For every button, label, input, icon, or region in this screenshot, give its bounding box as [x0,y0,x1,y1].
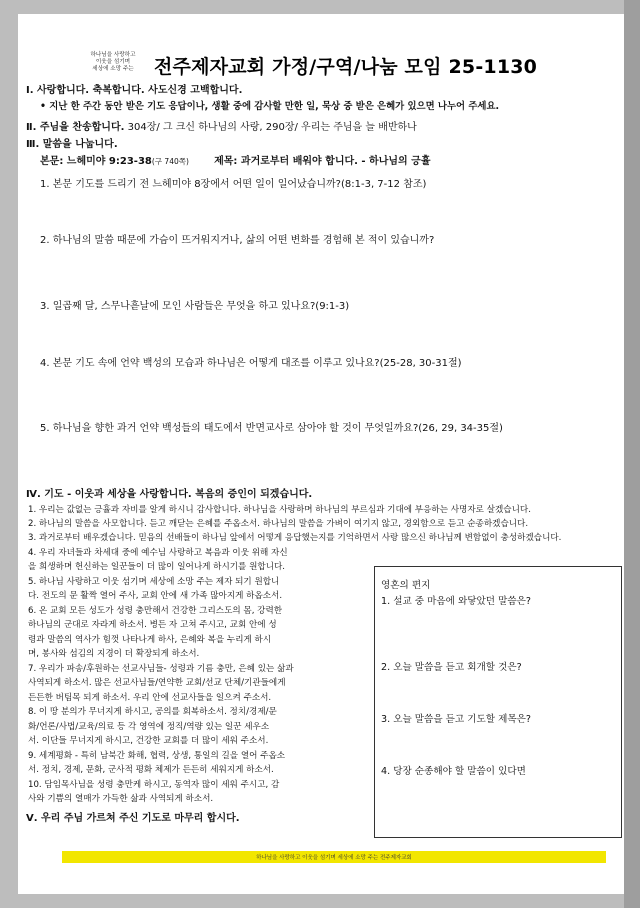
prayer-line: 서. 정치, 경제, 문화, 군사적 평화 체제가 든든히 세워지게 하소서. [28,765,274,775]
question-2: 2. 하나님의 말씀 때문에 가슴이 뜨거워지거나, 삶의 어떤 변화를 경험해 본 적이 있습니까? [40,235,435,246]
document-page [18,14,624,894]
footer-bar [62,851,606,863]
section1-note: • 지난 한 주간 동안 받은 기도 응답이나, 생활 중에 감사할 만한 일, 묵상 중 받은 은혜가 있으면 나누어 주세요. [40,101,500,112]
prayer-line: 사와 기쁨의 열매가 가득한 삶과 사역되게 하소서. [28,794,214,804]
prayer-line: 9. 세계평화 - 특히 남북간 화해, 협력, 상생, 통일의 길을 열어 주옵소 [28,751,286,761]
footer-text: 하나님을 사랑하고 이웃을 섬기며 세상에 소망 주는 전주제자교회 [256,855,412,861]
letter-title: 영혼의 편지 [381,580,431,591]
page-shadow [624,0,640,908]
prayer-line: 7. 우리가 파송/후원하는 선교사님들- 성령과 기름 충만, 은혜 있는 삶과 [28,664,294,674]
prayer-line: 5. 하나님 사랑하고 이웃 섬기며 세상에 소망 주는 제자 되기 원합니 [28,577,280,587]
motto-line: 이웃을 섬기며 [95,59,131,65]
soul-letter-box [374,566,622,838]
scripture-line [40,155,431,168]
prayer-line: 4. 우리 자녀들과 차세대 중에 예수님 사랑하고 복음과 이웃 위해 자신 [28,548,288,558]
prayer-line: 화/언론/사법/교육/의료 등 각 영역에 정직/역량 있는 일꾼 세우소 [28,722,270,732]
prayer-line: 며, 봉사와 섬김의 지경이 더 확장되게 하소서. [28,649,200,659]
prayer-line: 사역되게 하소서. 많은 선교사님들/연약한 교회/선교 단체/기관들에게 [28,678,286,688]
question-3: 3. 일곱째 달, 스무나흗날에 모인 사람들은 무엇을 하고 있나요?(9:1-3) [40,301,350,312]
document-header [76,50,616,86]
letter-question-2: 2. 오늘 말씀을 듣고 회개할 것은? [381,662,522,673]
motto-line: 세상에 소망 주는 [92,66,134,72]
prayer-line: 서. 이단들 무너지게 하시고, 건강한 교회를 더 많이 세워 주소서. [28,736,269,746]
prayer-line: 든든한 버팀목 되게 하소서. 우리 안에 선교사들을 일으켜 주소서. [28,693,272,703]
prayer-line: 8. 이 땅 분의가 무너지게 하시고, 공의를 회복하소서. 정치/경제/문 [28,707,277,717]
question-5: 5. 하나님을 향한 과거 언약 백성들의 태도에서 반면교사로 삼아야 할 것이 무엇일까요?(26, 29, 34-35절) [40,423,503,434]
scripture-reference: 본문: 느헤미야 9:23-38 [40,156,152,167]
sermon-title: 제목: 과거로부터 배워야 합니다. - 하나님의 긍휼 [214,156,431,167]
section5-heading: Ⅴ. 우리 주님 가르쳐 주신 기도로 마무리 합시다. [26,813,240,824]
prayer-line: 다. 전도의 문 활짝 열어 주사, 교회 안에 새 가족 많아지게 하옵소서. [28,591,283,601]
section2-heading: Ⅱ. 주님을 찬송합니다. [26,122,125,133]
section1-heading: Ⅰ. 사랑합니다. 축복합니다. 사도신경 고백합니다. [26,85,243,96]
prayer-line: 하나님의 군대로 자라게 하소서. 병든 자 고쳐 주시고, 교회 안에 성 [28,620,277,630]
prayer-line: 령과 말씀의 역사가 힘껏 나타나게 하사, 은혜와 복을 누리게 하시 [28,635,272,645]
motto-line: 하나님을 사랑하고 [90,52,136,58]
scripture-page: (구 740쪽) [151,157,189,166]
section4-heading: Ⅳ. 기도 - 이웃과 세상을 사랑합니다. 복음의 증인이 되겠습니다. [26,489,313,500]
question-4: 4. 본문 기도 속에 언약 백성의 모습과 하나님은 어떻게 대조를 이루고 있나요?(25-28, 30-31절) [40,358,462,369]
question-1: 1. 본문 기도를 드리기 전 느헤미야 8장에서 어떤 일이 일어났습니까?(8:1-3, 7-12 참조) [40,179,427,190]
letter-question-1: 1. 설교 중 마음에 와닿았던 말씀은? [381,596,531,607]
letter-question-3: 3. 오늘 말씀을 듣고 기도할 제목은? [381,714,531,725]
letter-question-4: 4. 당장 순종해야 할 말씀이 있다면 [381,766,526,777]
prayer-line: 6. 온 교회 모든 성도가 성령 충만해서 건강한 그리스도의 몸, 강력한 [28,606,283,616]
section2-line [26,121,417,134]
prayer-item: 3. 과거로부터 배우겠습니다. 믿음의 선배들이 하나님 앞에서 어떻게 응답했는지를 기억하면서 사랑 많으신 하나님께 변함없이 충성하겠습니다. [28,533,562,543]
church-motto [76,52,150,73]
prayer-line: 10. 담임목사님을 성령 충만케 하시고, 동역자 많이 세워 주시고, 감 [28,780,280,790]
section3-heading: Ⅲ. 말씀을 나눕니다. [26,139,118,150]
prayer-item: 1. 우리는 값없는 긍휼과 자비를 알게 하시니 감사합니다. 하나님을 사랑하며 하나님의 부르심과 기대에 부응하는 사명자로 살겠습니다. [28,505,531,515]
hymn-list: 304장/ 그 크신 하나님의 사랑, 290장/ 우리는 주님을 늘 배반하나 [127,122,417,133]
page-title: 전주제자교회 가정/구역/나눔 모임 25-1130 [154,56,538,78]
prayer-item: 2. 하나님의 말씀을 사모합니다. 듣고 깨닫는 은혜를 주옵소서. 하나님의 말씀을 가벼이 여기지 않고, 경외함으로 듣고 순종하겠습니다. [28,519,529,529]
prayer-line: 을 희생하며 헌신하는 일꾼들이 더 많이 일어나게 하시기를 원합니다. [28,562,286,572]
